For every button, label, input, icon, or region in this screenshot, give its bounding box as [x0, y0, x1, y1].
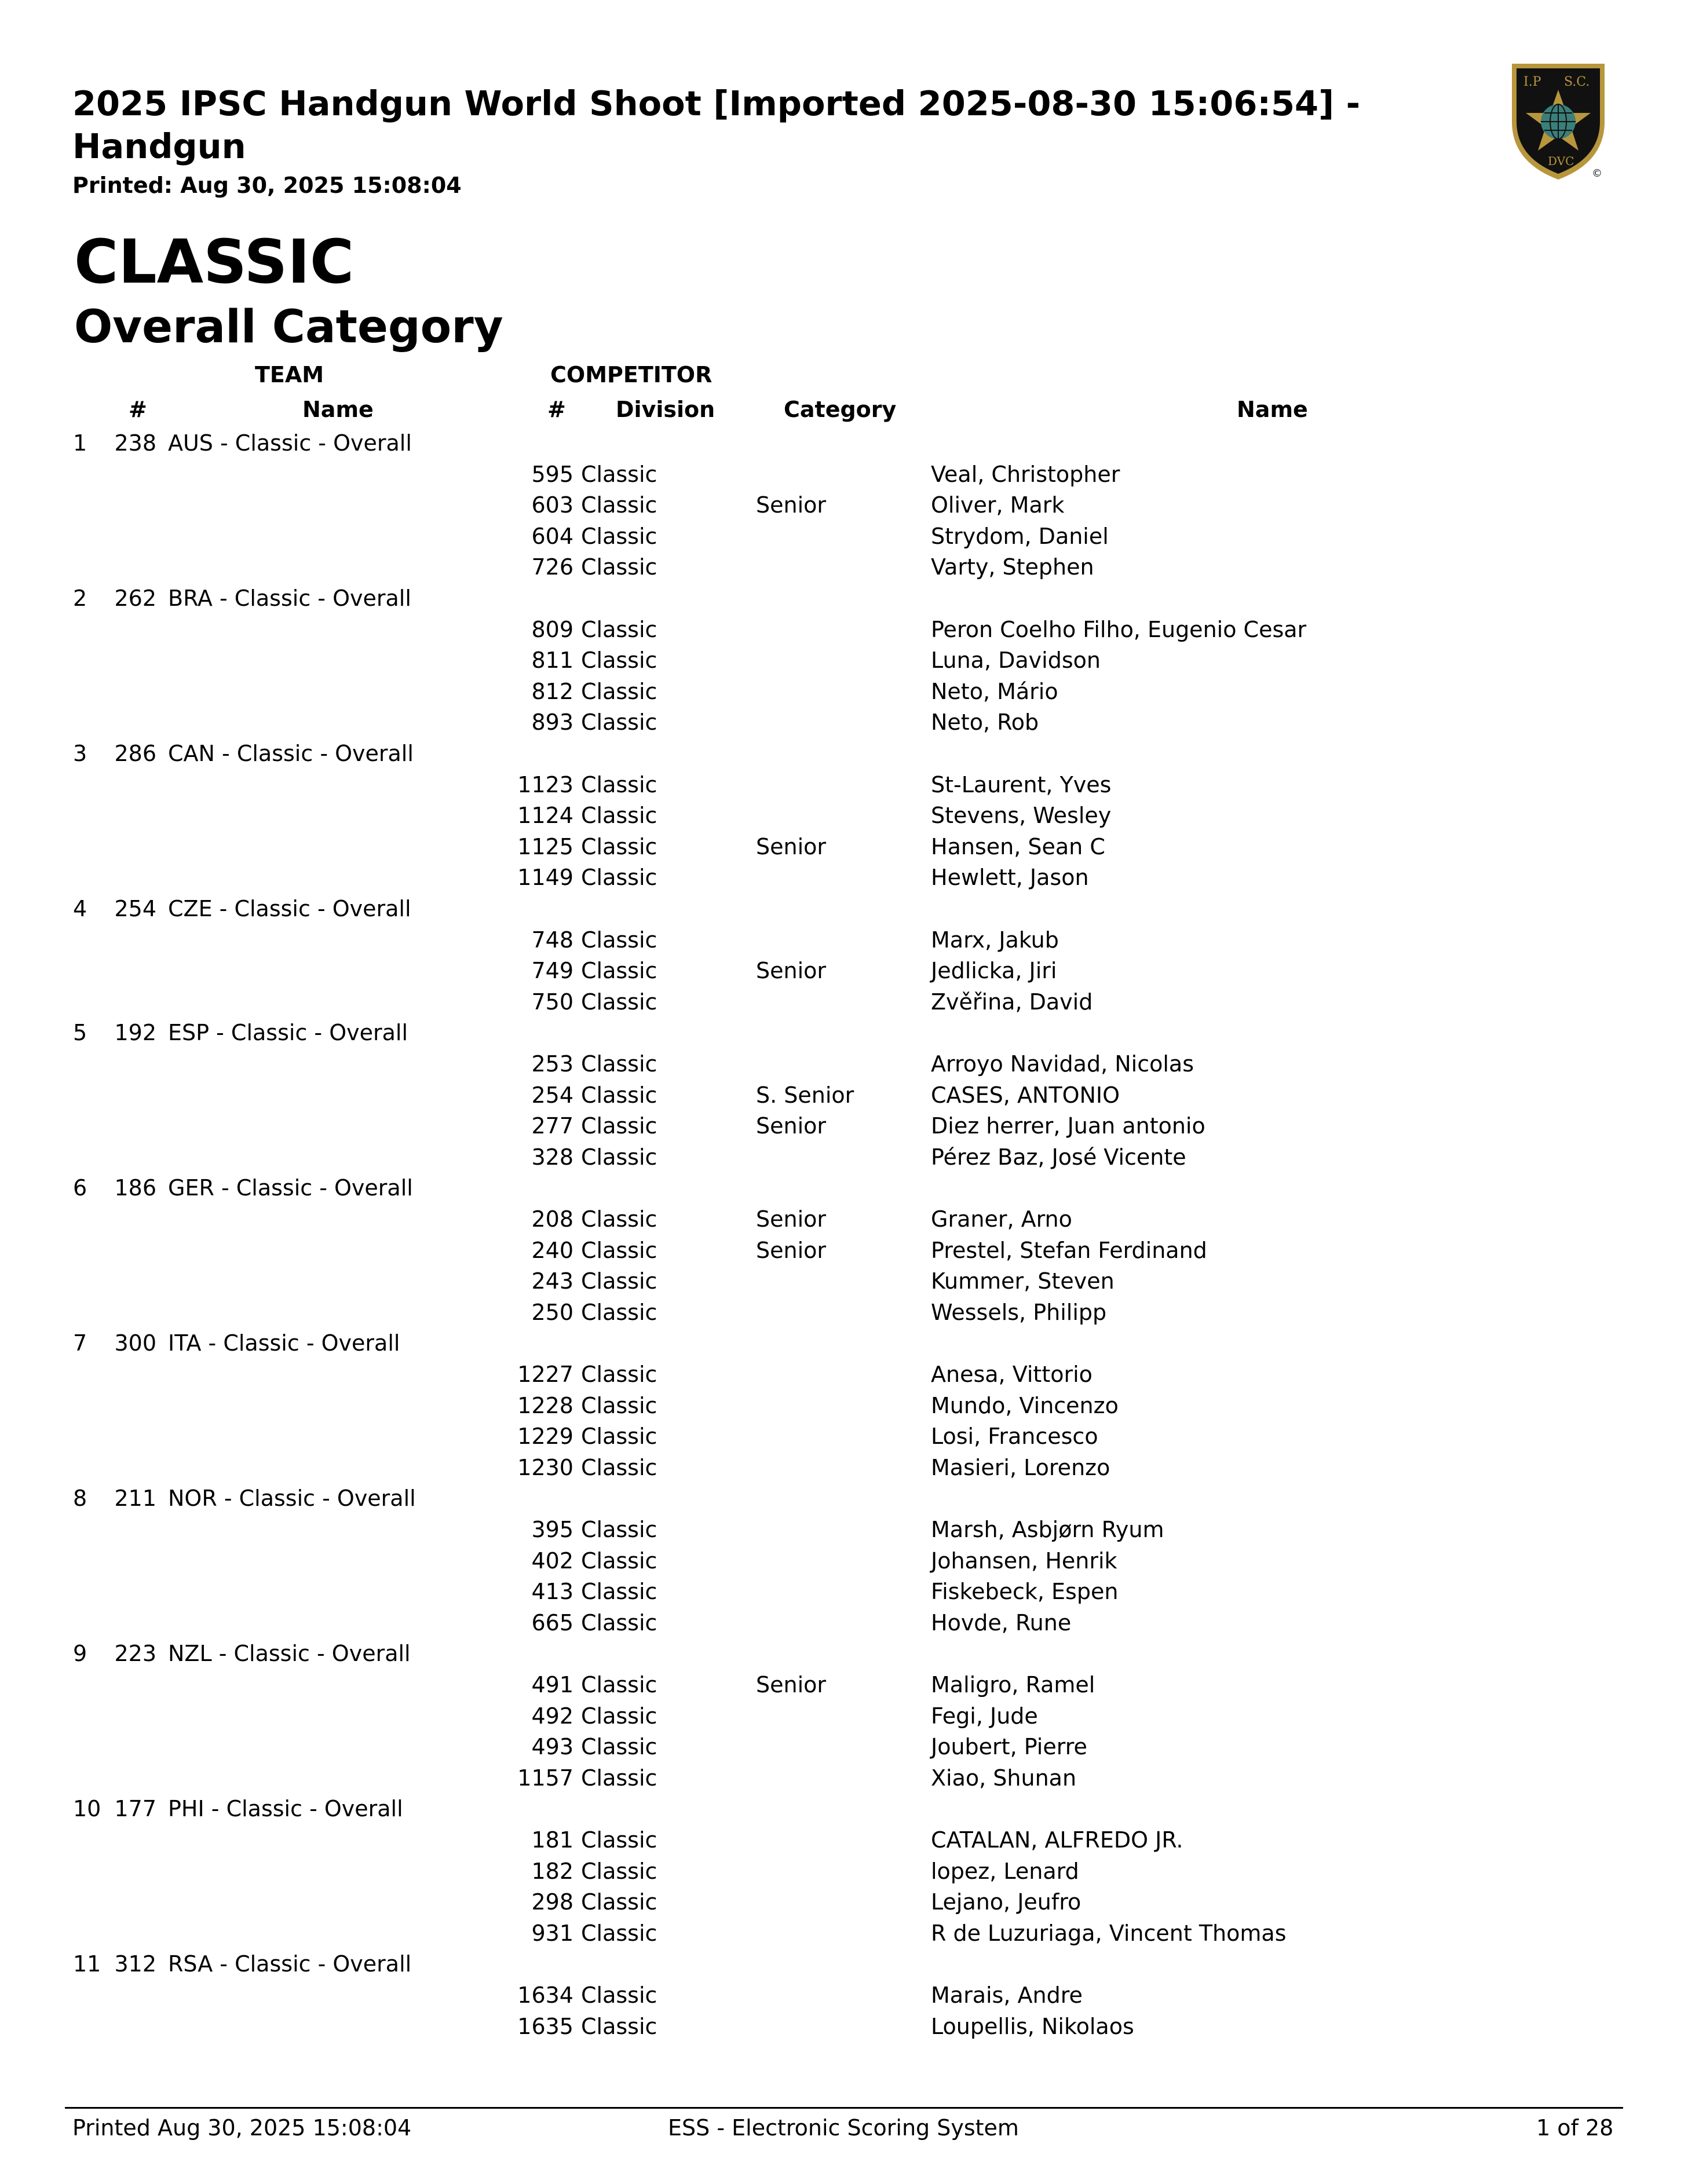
- category-header: Category: [784, 397, 897, 422]
- competitor-division: Classic: [581, 833, 657, 859]
- ipsc-logo: [1506, 58, 1610, 185]
- competitor-name: Hovde, Rune: [931, 1609, 1072, 1636]
- competitor-name: Losi, Francesco: [931, 1424, 1098, 1450]
- competitor-division: Classic: [581, 461, 657, 487]
- competitor-number: 595: [531, 461, 573, 487]
- competitor-category: Senior: [756, 1113, 827, 1139]
- division-header: Division: [616, 397, 715, 422]
- competitor-division: Classic: [581, 1889, 657, 1915]
- competitor-group-header: COMPETITOR: [550, 362, 713, 387]
- division-heading: CLASSIC: [74, 226, 355, 297]
- competitor-division: Classic: [581, 1237, 657, 1263]
- competitor-number: 603: [531, 492, 573, 518]
- team-number: 223: [114, 1641, 156, 1667]
- competitor-name: Stevens, Wesley: [931, 803, 1112, 829]
- competitor-division: Classic: [581, 1579, 657, 1605]
- competitor-number: 809: [531, 616, 573, 642]
- competitor-number: 1228: [517, 1392, 573, 1418]
- competitor-number: 1634: [517, 1982, 573, 2008]
- competitor-name: Pérez Baz, José Vicente: [931, 1144, 1186, 1170]
- competitor-number: 1125: [517, 833, 573, 859]
- competitor-category: Senior: [756, 833, 827, 859]
- competitor-division: Classic: [581, 492, 657, 518]
- competitor-division: Classic: [581, 989, 657, 1015]
- competitor-division: Classic: [581, 1858, 657, 1884]
- printed-timestamp: Printed: Aug 30, 2025 15:08:04: [72, 173, 462, 198]
- team-name: ESP - Classic - Overall: [168, 1020, 408, 1046]
- footer-divider: [65, 2107, 1623, 2109]
- competitor-division: Classic: [581, 1454, 657, 1480]
- competitor-number: 750: [531, 989, 573, 1015]
- competitor-number: 328: [531, 1144, 573, 1170]
- team-name: CZE - Classic - Overall: [168, 896, 411, 921]
- competitor-division: Classic: [581, 803, 657, 829]
- competitor-name: Mundo, Vincenzo: [931, 1392, 1119, 1418]
- team-name: GER - Classic - Overall: [168, 1175, 413, 1201]
- competitor-number: 1230: [517, 1454, 573, 1480]
- team-name: BRA - Classic - Overall: [168, 586, 411, 611]
- competitor-name: R de Luzuriaga, Vincent Thomas: [931, 1920, 1287, 1946]
- team-group-header: TEAM: [255, 362, 324, 387]
- competitor-division: Classic: [581, 1206, 657, 1232]
- team-rank: 4: [73, 896, 87, 921]
- competitor-division: Classic: [581, 1672, 657, 1698]
- competitor-division: Classic: [581, 1299, 657, 1325]
- competitor-number: 1229: [517, 1424, 573, 1450]
- competitor-category: Senior: [756, 1237, 827, 1263]
- competitor-name: Graner, Arno: [931, 1206, 1072, 1232]
- competitor-name: Lejano, Jeufro: [931, 1889, 1082, 1915]
- competitor-division: Classic: [581, 523, 657, 549]
- competitor-name: Veal, Christopher: [931, 461, 1120, 487]
- competitor-name: St-Laurent, Yves: [931, 771, 1112, 797]
- competitor-division: Classic: [581, 616, 657, 642]
- team-rank: 11: [73, 1951, 101, 1977]
- competitor-division: Classic: [581, 1517, 657, 1542]
- competitor-number: 491: [531, 1672, 573, 1698]
- competitor-division: Classic: [581, 1362, 657, 1387]
- team-number: 192: [114, 1020, 156, 1046]
- team-number-header: #: [129, 397, 147, 422]
- team-number: 177: [114, 1796, 156, 1822]
- competitor-name: Diez herrer, Juan antonio: [931, 1113, 1205, 1139]
- competitor-number: 1157: [517, 1765, 573, 1791]
- competitor-number: 182: [531, 1858, 573, 1884]
- competitor-name: CASES, ANTONIO: [931, 1082, 1120, 1108]
- competitor-number: 1227: [517, 1362, 573, 1387]
- competitor-number: 253: [531, 1051, 573, 1077]
- team-rank: 3: [73, 741, 87, 766]
- team-number: 211: [114, 1486, 156, 1512]
- team-number: 254: [114, 896, 156, 921]
- competitor-division: Classic: [581, 1268, 657, 1294]
- competitor-division: Classic: [581, 927, 657, 953]
- competitor-division: Classic: [581, 1827, 657, 1853]
- competitor-category: Senior: [756, 492, 827, 518]
- competitor-name: Joubert, Pierre: [931, 1734, 1087, 1760]
- competitor-division: Classic: [581, 2013, 657, 2039]
- competitor-number: 298: [531, 1889, 573, 1915]
- report-title: 2025 IPSC Handgun World Shoot [Imported 2025-08-30 15:06:54] - Handgun: [72, 83, 1361, 166]
- competitor-division: Classic: [581, 1392, 657, 1418]
- competitor-number: 250: [531, 1299, 573, 1325]
- team-name: ITA - Classic - Overall: [168, 1330, 400, 1356]
- competitor-name: Johansen, Henrik: [931, 1548, 1117, 1574]
- competitor-category: S. Senior: [756, 1082, 854, 1108]
- competitor-number: 254: [531, 1082, 573, 1108]
- competitor-name: Wessels, Philipp: [931, 1299, 1107, 1325]
- competitor-number: 749: [531, 958, 573, 984]
- competitor-division: Classic: [581, 1920, 657, 1946]
- team-name: PHI - Classic - Overall: [168, 1796, 403, 1822]
- competitor-number: 665: [531, 1609, 573, 1636]
- team-name: NZL - Classic - Overall: [168, 1641, 411, 1667]
- competitor-name: Xiao, Shunan: [931, 1765, 1077, 1791]
- team-number: 186: [114, 1175, 156, 1201]
- competitor-division: Classic: [581, 1734, 657, 1760]
- team-number: 262: [114, 586, 156, 611]
- competitor-division: Classic: [581, 958, 657, 984]
- competitor-number-header: #: [547, 397, 566, 422]
- competitor-number: 208: [531, 1206, 573, 1232]
- competitor-name: lopez, Lenard: [931, 1858, 1079, 1884]
- competitor-name: Marx, Jakub: [931, 927, 1059, 953]
- competitor-number: 493: [531, 1734, 573, 1760]
- competitor-name: Peron Coelho Filho, Eugenio Cesar: [931, 616, 1307, 642]
- team-rank: 1: [73, 430, 87, 456]
- competitor-division: Classic: [581, 709, 657, 736]
- competitor-name: Luna, Davidson: [931, 647, 1101, 674]
- competitor-name: Hansen, Sean C: [931, 833, 1105, 859]
- team-name: RSA - Classic - Overall: [168, 1951, 412, 1977]
- team-rank: 7: [73, 1330, 87, 1356]
- competitor-name: Anesa, Vittorio: [931, 1362, 1093, 1387]
- team-rank: 9: [73, 1641, 87, 1667]
- competitor-name: Varty, Stephen: [931, 554, 1094, 580]
- competitor-name: Hewlett, Jason: [931, 865, 1089, 891]
- competitor-number: 893: [531, 709, 573, 736]
- competitor-category: Senior: [756, 958, 827, 984]
- competitor-name: Strydom, Daniel: [931, 523, 1109, 549]
- logo-text-left: I.P: [1523, 75, 1541, 89]
- competitor-name: Oliver, Mark: [931, 492, 1065, 518]
- competitor-number: 1123: [517, 771, 573, 797]
- competitor-name: Arroyo Navidad, Nicolas: [931, 1051, 1194, 1077]
- competitor-category: Senior: [756, 1672, 827, 1698]
- competitor-division: Classic: [581, 1703, 657, 1729]
- ipsc-shield-icon: [1506, 58, 1610, 185]
- competitor-name: Prestel, Stefan Ferdinand: [931, 1237, 1207, 1263]
- competitor-division: Classic: [581, 1424, 657, 1450]
- team-name: CAN - Classic - Overall: [168, 741, 414, 766]
- competitor-name: Loupellis, Nikolaos: [931, 2013, 1134, 2039]
- competitor-division: Classic: [581, 1982, 657, 2008]
- team-name: AUS - Classic - Overall: [168, 430, 412, 456]
- competitor-name: Neto, Rob: [931, 709, 1039, 736]
- team-number: 238: [114, 430, 156, 456]
- competitor-name-header: Name: [1237, 397, 1308, 422]
- competitor-number: 181: [531, 1827, 573, 1853]
- competitor-division: Classic: [581, 1113, 657, 1139]
- competitor-number: 811: [531, 647, 573, 674]
- footer-page-number: 1 of 28: [1536, 2115, 1614, 2141]
- competitor-division: Classic: [581, 1548, 657, 1574]
- competitor-division: Classic: [581, 1609, 657, 1636]
- team-rank: 5: [73, 1020, 87, 1046]
- competitor-number: 277: [531, 1113, 573, 1139]
- competitor-division: Classic: [581, 647, 657, 674]
- logo-text-right: S.C.: [1564, 75, 1590, 89]
- competitor-name: Zvěřina, David: [931, 989, 1093, 1015]
- logo-initials: DVC: [1548, 154, 1574, 168]
- team-rank: 8: [73, 1486, 87, 1512]
- competitor-name: CATALAN, ALFREDO JR.: [931, 1827, 1183, 1853]
- competitor-name: Jedlicka, Jiri: [931, 958, 1057, 984]
- team-name: NOR - Classic - Overall: [168, 1486, 416, 1512]
- competitor-division: Classic: [581, 865, 657, 891]
- team-rank: 2: [73, 586, 87, 611]
- team-number: 286: [114, 741, 156, 766]
- competitor-number: 812: [531, 678, 573, 704]
- team-name-header: Name: [302, 397, 374, 422]
- competitor-name: Neto, Mário: [931, 678, 1058, 704]
- team-rank: 6: [73, 1175, 87, 1201]
- competitor-number: 1635: [517, 2013, 573, 2039]
- competitor-category: Senior: [756, 1206, 827, 1232]
- competitor-name: Marais, Andre: [931, 1982, 1083, 2008]
- competitor-number: 931: [531, 1920, 573, 1946]
- competitor-name: Masieri, Lorenzo: [931, 1454, 1110, 1480]
- competitor-number: 402: [531, 1548, 573, 1574]
- team-number: 312: [114, 1951, 156, 1977]
- competitor-name: Fiskebeck, Espen: [931, 1579, 1119, 1605]
- competitor-number: 748: [531, 927, 573, 953]
- competitor-number: 1124: [517, 803, 573, 829]
- competitor-number: 726: [531, 554, 573, 580]
- competitor-division: Classic: [581, 771, 657, 797]
- competitor-number: 395: [531, 1517, 573, 1542]
- competitor-number: 492: [531, 1703, 573, 1729]
- footer-printed: Printed Aug 30, 2025 15:08:04: [72, 2115, 412, 2141]
- competitor-name: Maligro, Ramel: [931, 1672, 1095, 1698]
- team-rank: 10: [73, 1796, 101, 1822]
- competitor-division: Classic: [581, 1051, 657, 1077]
- competitor-division: Classic: [581, 1082, 657, 1108]
- competitor-name: Kummer, Steven: [931, 1268, 1115, 1294]
- competitor-division: Classic: [581, 1144, 657, 1170]
- competitor-name: Fegi, Jude: [931, 1703, 1038, 1729]
- competitor-division: Classic: [581, 554, 657, 580]
- footer-system: ESS - Electronic Scoring System: [668, 2115, 1019, 2141]
- competitor-number: 240: [531, 1237, 573, 1263]
- competitor-number: 604: [531, 523, 573, 549]
- competitor-name: Marsh, Asbjørn Ryum: [931, 1517, 1164, 1542]
- team-number: 300: [114, 1330, 156, 1356]
- competitor-division: Classic: [581, 1765, 657, 1791]
- competitor-number: 243: [531, 1268, 573, 1294]
- competitor-number: 413: [531, 1579, 573, 1605]
- category-heading: Overall Category: [74, 301, 503, 353]
- logo-copyright: ©: [1592, 167, 1602, 180]
- competitor-number: 1149: [517, 865, 573, 891]
- competitor-division: Classic: [581, 678, 657, 704]
